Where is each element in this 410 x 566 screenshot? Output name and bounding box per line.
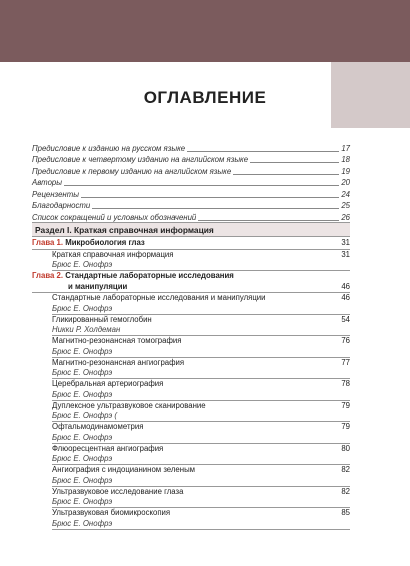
toc-item-page: 80 <box>341 443 350 453</box>
preface-item <box>32 211 350 223</box>
preface-item-text: Предисловие к первому изданию на английском языке <box>32 166 232 176</box>
toc-item <box>32 465 350 487</box>
toc-item-author: Брюс Е. Онофрэ <box>52 476 350 487</box>
toc-item-author: Брюс Е. Онофрэ <box>52 260 350 271</box>
toc-item-page: 31 <box>341 249 350 259</box>
page-title: ОГЛАВЛЕНИЕ <box>143 88 267 107</box>
toc-item-author: Брюс Е. Онофрэ <box>52 347 350 358</box>
header-band <box>0 0 410 62</box>
toc-item-title: Гликированный гемоглобин <box>52 314 152 324</box>
toc-item-title: Стандартные лабораторные исследования и манипуляции <box>52 293 266 302</box>
toc-item <box>32 422 350 444</box>
toc-item <box>32 293 350 315</box>
toc-item-page: 54 <box>341 314 350 324</box>
preface-item <box>32 177 350 189</box>
toc-item-author: Брюс Е. Онофрэ <box>52 519 350 530</box>
chapter-entry <box>32 238 350 250</box>
toc-item-page: 76 <box>341 336 350 345</box>
toc-item <box>32 379 350 401</box>
chapter-title-line2: и манипуляции <box>68 281 128 291</box>
toc-item-title: Ультразвуковое исследование глаза <box>52 486 184 496</box>
toc-item-author: Брюс Е. Онофрэ <box>52 454 350 465</box>
toc-item-page: 79 <box>341 422 350 431</box>
toc-item <box>32 315 350 337</box>
chapter-page: 46 <box>341 281 350 291</box>
preface-item-page: 18 <box>341 155 350 164</box>
toc-item-author: Никки Р. Холдеман <box>52 325 350 336</box>
toc-item <box>32 358 350 380</box>
toc-item-page: 46 <box>341 293 350 302</box>
toc-item-title: Магнитно-резонансная томография <box>52 336 182 345</box>
chapter-entry <box>32 271 350 293</box>
toc-item-page: 82 <box>341 486 350 496</box>
toc-item-page: 77 <box>341 357 350 367</box>
preface-item-page: 19 <box>341 166 350 176</box>
toc-item-author: Брюс Е. Онофрэ <box>52 304 350 315</box>
preface-item <box>32 142 350 154</box>
preface-item-text: Рецензенты <box>32 189 79 199</box>
toc-item-title: Флюоресцентная ангиография <box>52 443 164 453</box>
preface-item <box>32 188 350 200</box>
toc-entries <box>32 238 350 530</box>
toc-item-page: 79 <box>341 400 350 410</box>
toc-item-title: Церебральная артериография <box>52 379 164 388</box>
section-heading: Раздел I. Краткая справочная информация <box>32 222 350 237</box>
preface-item-page: 17 <box>341 143 350 153</box>
toc-item <box>32 444 350 466</box>
preface-item-text: Список сокращений и условных обозначений <box>32 212 197 222</box>
chapter-number: Глава 1. <box>32 238 64 247</box>
preface-item-text: Благодарности <box>32 201 91 210</box>
preface-item-text: Предисловие к изданию на русском языке <box>32 143 186 153</box>
toc-item <box>32 401 350 423</box>
preface-item-page: 20 <box>341 178 350 187</box>
preface-item-page: 24 <box>341 189 350 199</box>
preface-list <box>32 142 350 223</box>
toc-item-author: Брюс Е. Онофрэ <box>52 368 350 379</box>
preface-item-text: Предисловие к четвертому изданию на английском языке <box>32 155 249 164</box>
toc-item <box>32 508 350 530</box>
preface-item <box>32 200 350 212</box>
toc-item-title: Ультразвуковая биомикроскопия <box>52 508 171 517</box>
preface-item-page: 25 <box>341 201 350 210</box>
toc-item-author: Брюс Е. Онофрэ <box>52 433 350 444</box>
toc-item-author: Брюс Е. Онофрэ <box>52 497 350 508</box>
toc-item-title: Ангиография с индоцианином зеленым <box>52 465 196 474</box>
toc-item <box>32 336 350 358</box>
chapter-page: 31 <box>341 238 350 247</box>
toc-item-title: Магнитно-резонансная ангиография <box>52 357 185 367</box>
toc-item-author: Брюс Е. Онофрэ <box>52 390 350 401</box>
chapter-title: Микробиология глаз <box>65 238 145 247</box>
toc-item-author: Брюс Е. Онофрэ ( <box>52 411 350 422</box>
toc-item-title: Краткая справочная информация <box>52 249 174 259</box>
preface-item <box>32 154 350 166</box>
preface-item-page: 26 <box>341 212 350 222</box>
toc-item-page: 82 <box>341 465 350 474</box>
chapter-number: Глава 2. <box>32 271 64 280</box>
preface-item-text: Авторы <box>32 178 62 187</box>
toc-item <box>32 487 350 509</box>
preface-item <box>32 165 350 177</box>
chapter-title: Стандартные лабораторные исследования <box>65 271 234 280</box>
toc-item-title: Дуплексное ультразвуковое сканирование <box>52 400 206 410</box>
toc-item-page: 85 <box>341 508 350 517</box>
toc-item <box>32 250 350 272</box>
toc-item-page: 78 <box>341 379 350 388</box>
toc-item-title: Офтальмодинамометрия <box>52 422 144 431</box>
